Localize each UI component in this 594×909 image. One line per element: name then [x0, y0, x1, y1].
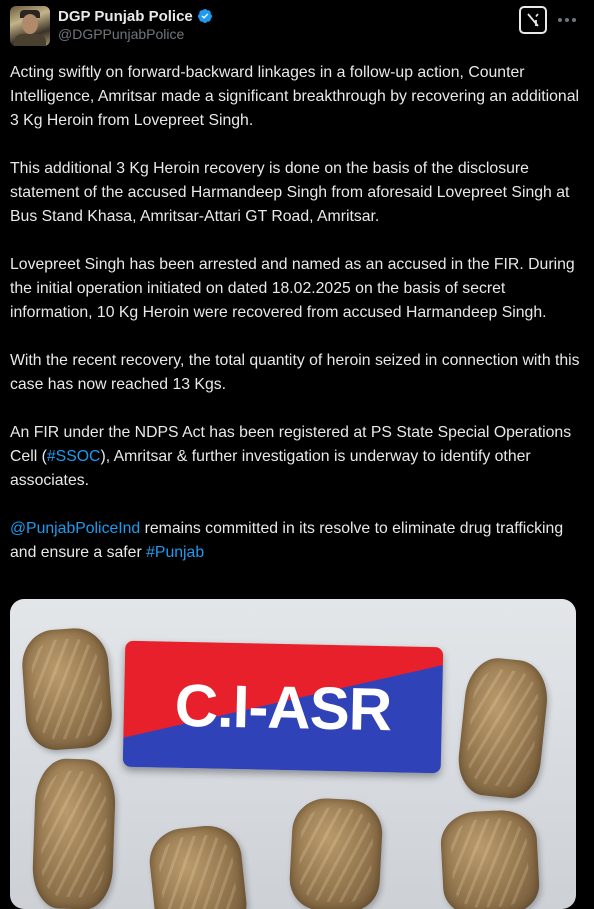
grok-icon [525, 12, 541, 28]
hashtag-ssoc-link[interactable]: #SSOC [46, 448, 101, 465]
verified-badge-icon [197, 8, 213, 24]
author-name-row [58, 6, 213, 26]
tweet-paragraph: With the recent recovery, the total quantity of heroin seized in connection with this case has now reached 13 Kgs. [10, 352, 580, 393]
author-handle[interactable]: @DGPPunjabPolice [58, 26, 185, 42]
heroin-packet [31, 758, 116, 909]
heroin-packet [288, 797, 384, 909]
tweet-text [10, 61, 584, 565]
heroin-packet [20, 626, 114, 752]
heroin-packet [455, 655, 551, 801]
more-options-icon [557, 17, 577, 23]
tweet-paragraph [10, 517, 584, 565]
more-options-button[interactable] [555, 10, 579, 30]
tweet-header [10, 6, 584, 46]
tweet-paragraph: Lovepreet Singh has been arrested and named as an accused in the FIR. During the initial operation initiated on dated 18.02.2025 on the basis of secret information, 10 Kg Heroin were recovered from accused Harmandeep Singh. [10, 256, 575, 321]
tweet-paragraph: Acting swiftly on forward-backward linkages in a follow-up action, Counter Intelligence, Amritsar made a significant breakthrough by recovering an additional 3 Kg Heroin from Lovepreet Singh. [10, 64, 580, 129]
tweet-media-image[interactable] [10, 599, 576, 909]
paragraph-text: ), Amritsar & further investigation is underway to identify other associates. [10, 448, 531, 489]
tweet-paragraph [10, 421, 584, 493]
author-display-name[interactable]: DGP Punjab Police [58, 7, 193, 25]
paragraph-text: An FIR under the NDPS Act has been registered at PS State Special Operations Cell ( [10, 424, 572, 465]
heroin-packet [439, 809, 540, 909]
tweet-paragraph: This additional 3 Kg Heroin recovery is done on the basis of the disclosure statement of the accused Harmandeep Singh from aforesaid Lovepreet Singh at Bus Stand Khasa, Amritsar-Attari GT Road, Amritsar. [10, 160, 570, 225]
grok-button[interactable] [519, 6, 547, 34]
sign-text: C.I-ASR [174, 671, 392, 743]
heroin-packet [147, 822, 250, 909]
paragraph-text: remains committed in its resolve to eliminate drug trafficking and ensure a safer [10, 520, 564, 561]
mention-punjabpoliceind-link[interactable]: @PunjabPoliceInd [10, 520, 141, 537]
hashtag-punjab-link[interactable]: #Punjab [146, 544, 205, 561]
ci-asr-sign [123, 641, 444, 774]
author-avatar[interactable] [10, 6, 50, 46]
